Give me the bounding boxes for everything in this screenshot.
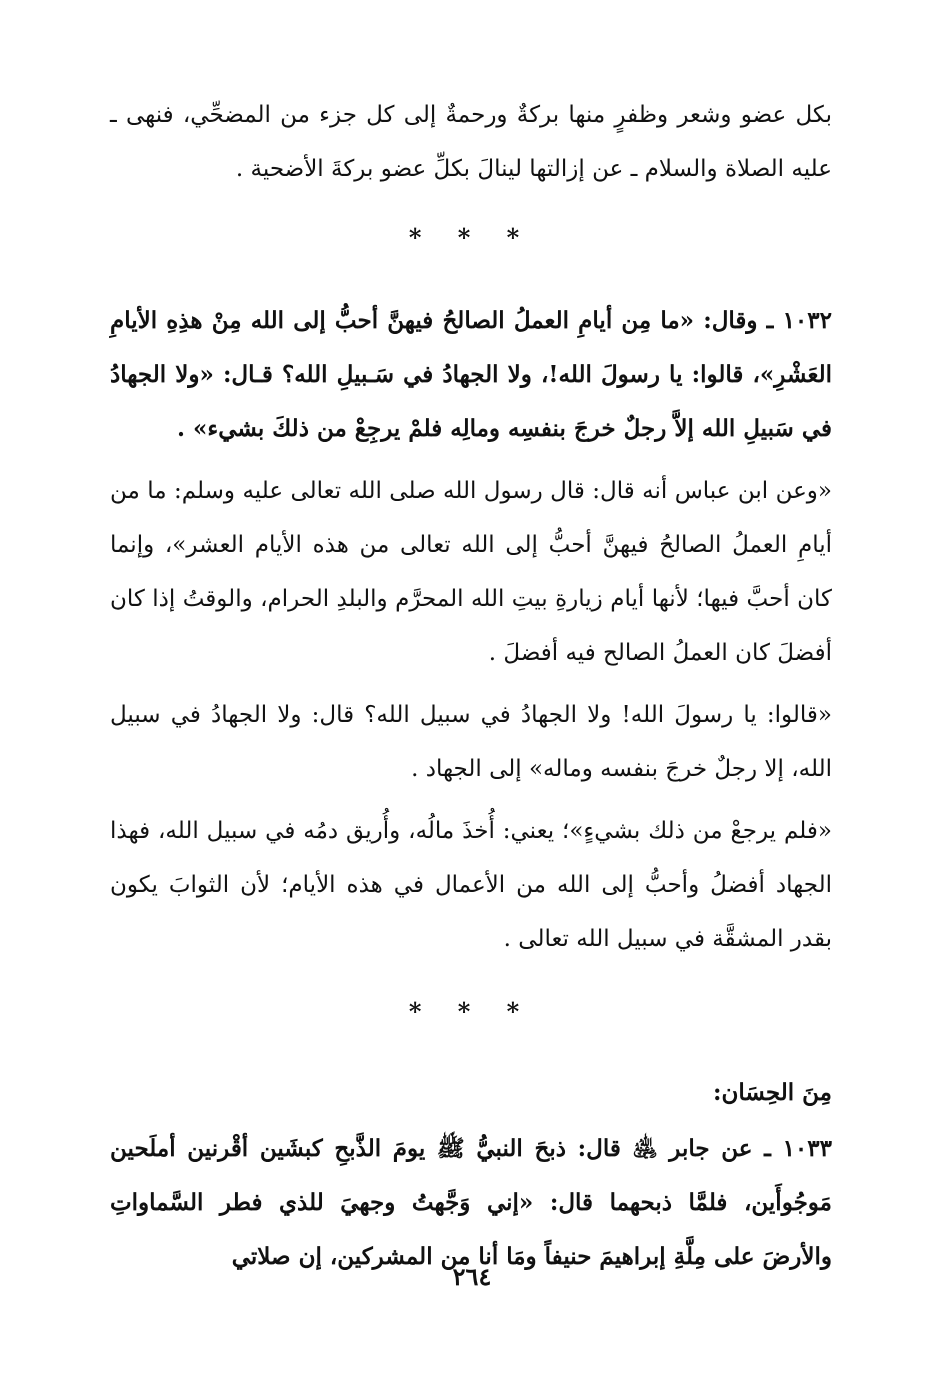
separator-2: * * * (408, 997, 534, 1026)
commentary-1: «وعن ابن عباس أنه قال: قال رسول الله صلى الله تعالى عليه وسلم: ما من أيامِ العملُ الصالحُ فيهنَّ أحبُّ إلى الله تعالى من هذه الأيام العشر»، وإنما كان أحبَّ فيها؛ لأنها أيام زيارةِ بيتِ الله المحرَّم والبلدِ الحرام، والوقتُ إذا كان أفضلَ كان العملُ الصالح فيه أفضلَ . (110, 478, 832, 666)
paragraph-1: بكل عضو وشعر وظفرٍ منها بركةٌ ورحمةٌ إلى كل جزء من المضحِّي، فنهى ـ عليه الصلاة والسلام ـ عن إزالتها لينالَ بكلِّ عضو بركةَ الأضحية . (110, 102, 832, 182)
hadith-1032: ١٠٣٢ ـ وقال: «ما مِن أيامِ العملُ الصالحُ فيهنَّ أحبُّ إلى الله مِنْ هذِهِ الأيامِ العَشْرِ»، قالوا: يا رسولَ الله!، ولا الجهادُ في سَـبيلِ الله؟ قـال: «ولا الجهادُ في سَبيلِ الله إلاَّ رجلٌ خرجَ بنفسِه ومالِه فلمْ يرجِعْ من ذلكَ بشيء» . (110, 307, 832, 442)
commentary-3: «فلم يرجعْ من ذلك بشيءٍ»؛ يعني: أُخذَ مالُه، وأُريق دمُه في سبيل الله، فهذا الجهاد أفضلُ وأحبُّ إلى الله من الأعمال في هذه الأيام؛ لأن الثوابَ يكون بقدر المشقَّة في سبيل الله تعالى . (110, 818, 832, 952)
page-content (110, 88, 832, 1284)
commentary-2: «قالوا: يا رسولَ الله! ولا الجهادُ في سبيل الله؟ قال: ولا الجهادُ في سبيل الله، إلا رجلٌ خرجَ بنفسه وماله» إلى الجهاد . (110, 702, 832, 782)
hadith-1033: ١٠٣٣ ـ عن جابر ﵁ قال: ذبحَ النبيُّ ﷺ يومَ الذَّبحِ كبشَين أقْرنين أملَحين مَوجُوأَين، فلمَّا ذبحهما قال: «إني وَجَّهتُ وجهيَ للذي فطر السَّماواتِ والأرضَ على مِلَّةِ إبراهيمَ حنيفاً ومَا أنا من المشركين، إن صلاتي (110, 1135, 832, 1270)
separator-1: * * * (408, 223, 534, 252)
page-number: ٢٦٤ (452, 1262, 492, 1291)
section-title: مِنَ الحِسَان: (713, 1079, 832, 1106)
